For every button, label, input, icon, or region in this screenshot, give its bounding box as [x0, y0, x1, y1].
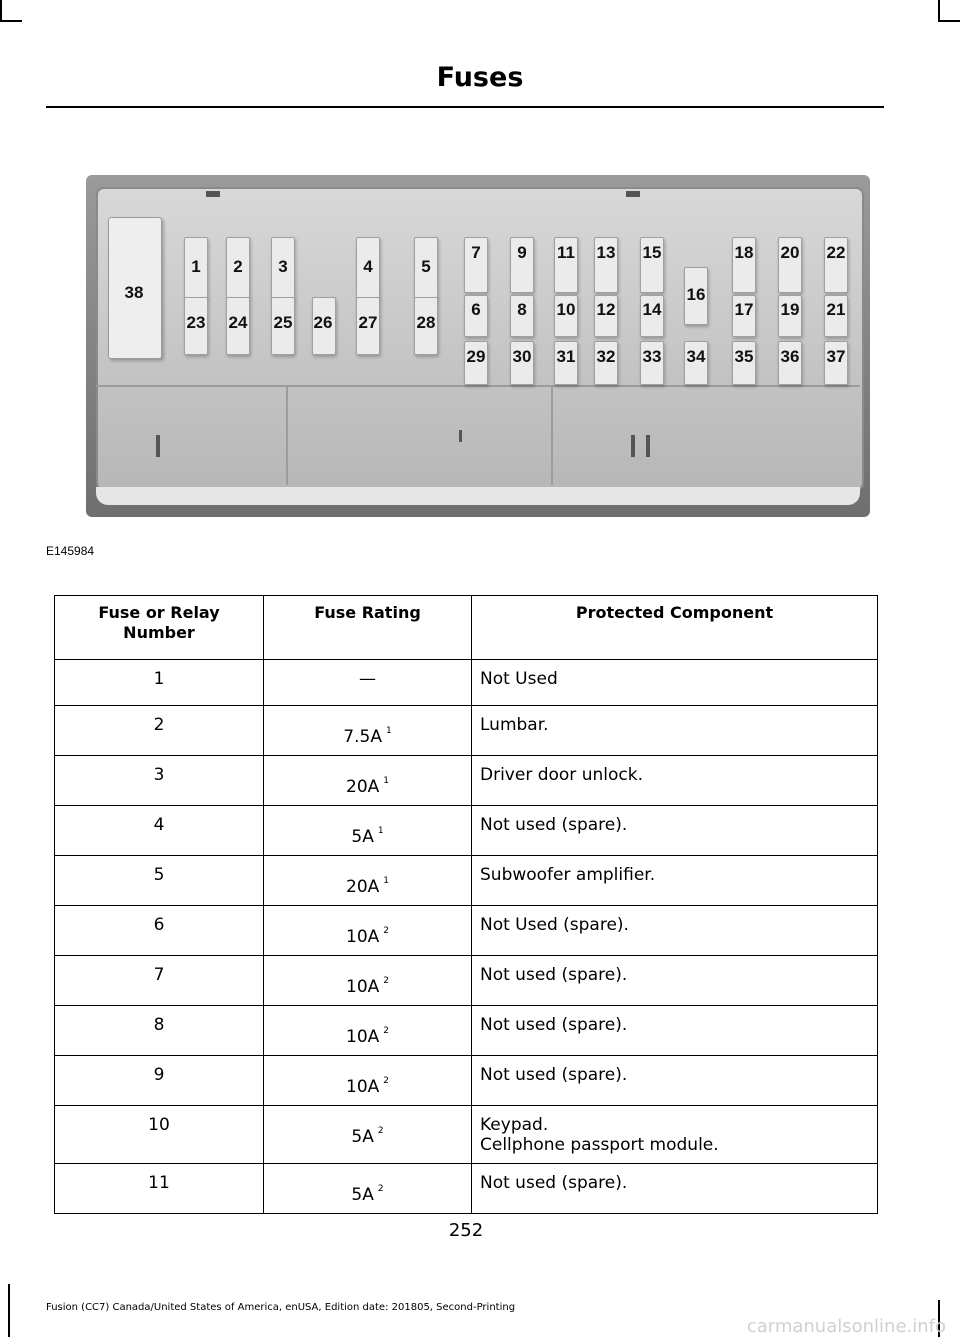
- protected-component-cell: [472, 856, 878, 906]
- fuse-rating-cell: [264, 906, 472, 956]
- table-row: [55, 1106, 878, 1164]
- fuse-number-cell: 9: [55, 1056, 264, 1106]
- crop-mark: [938, 20, 960, 22]
- fuse-label: 19: [780, 300, 800, 319]
- header-fuse-number: Fuse or Relay Number: [55, 596, 264, 660]
- fuse-rating-cell: [264, 1106, 472, 1164]
- fuse-label: 8: [517, 300, 527, 319]
- table-header-row: [55, 596, 878, 660]
- relay-label: 38: [124, 283, 144, 302]
- fuse-label: 27: [358, 313, 378, 332]
- fuse-label: 16: [686, 285, 706, 304]
- fuse-label: 13: [596, 243, 616, 262]
- fuse-rating: 5A: [351, 1127, 374, 1147]
- fuse-label: 11: [557, 243, 575, 262]
- panel-slot: [156, 435, 160, 457]
- page-number: 252: [448, 1220, 484, 1241]
- protected-component-cell: [472, 1006, 878, 1056]
- fuse-rating: 10A: [346, 927, 380, 947]
- protected-component-cell: [472, 756, 878, 806]
- protected-component-cell: [472, 956, 878, 1006]
- panel-slot: [631, 435, 635, 457]
- fuse-box-illustration: [86, 175, 870, 517]
- protected-component: Not used (spare).: [480, 1015, 628, 1035]
- fuse-label: 7: [471, 243, 481, 262]
- fuse-rating: 10A: [346, 1027, 380, 1047]
- fuse-rating: 20A: [346, 877, 380, 897]
- fuse-rating: 5A: [351, 827, 374, 847]
- protected-component: Not used (spare).: [480, 1173, 628, 1193]
- fuse-label: 30: [512, 347, 532, 366]
- fuse-rating: 20A: [346, 777, 380, 797]
- fuse-label: 36: [780, 347, 800, 366]
- fuse-label: 12: [596, 300, 616, 319]
- panel-slot: [206, 191, 220, 197]
- fuse-label: 5: [421, 257, 431, 276]
- fuse-label: 21: [826, 300, 846, 319]
- footnote-marker: 2: [383, 1026, 389, 1037]
- fuse-rating: 10A: [346, 977, 380, 997]
- fuse-number-cell: 8: [55, 1006, 264, 1056]
- footnote-marker: 2: [383, 976, 389, 987]
- panel-slot: [646, 435, 650, 457]
- fuse-label: 33: [642, 347, 662, 366]
- fuse-table-body: [55, 660, 878, 1214]
- table-row: [55, 806, 878, 856]
- crop-mark: [0, 20, 22, 22]
- fuse-label: 24: [228, 313, 248, 332]
- footnote-marker: 1: [383, 876, 389, 887]
- fuse-box-lip: [96, 487, 860, 505]
- figure-code: E145984: [46, 544, 95, 558]
- fuse-label: 3: [278, 257, 288, 276]
- fuse-number-cell: 2: [55, 706, 264, 756]
- panel-slot: [626, 191, 640, 197]
- footnote-marker: 2: [383, 1076, 389, 1087]
- fuse-rating-cell: [264, 756, 472, 806]
- protected-component: Subwoofer amplifier.: [480, 865, 656, 885]
- panel-divider: [551, 387, 553, 485]
- footnote-marker: 2: [377, 1184, 384, 1195]
- fuse-label: 32: [596, 347, 616, 366]
- title-rule: [46, 106, 884, 108]
- fuse-label: 14: [642, 300, 662, 319]
- fuse-number-cell: 3: [55, 756, 264, 806]
- fuse-rating: 10A: [346, 1077, 380, 1097]
- protected-component: Not used (spare).: [480, 815, 628, 835]
- fuse-rating-cell: [264, 706, 472, 756]
- fuse-rating-cell: [264, 956, 472, 1006]
- table-row: [55, 1006, 878, 1056]
- protected-component: Not used (spare).: [480, 1065, 628, 1085]
- footnote-marker: 1: [377, 826, 384, 837]
- fuse-label: 2: [233, 257, 243, 276]
- fuse-table: [54, 595, 878, 1214]
- protected-component: Not Used (spare).: [480, 915, 629, 935]
- fuse-rating: 7.5A: [343, 727, 382, 747]
- table-row: [55, 706, 878, 756]
- header-fuse-rating: Fuse Rating: [264, 596, 472, 660]
- fuse-label: 37: [826, 347, 846, 366]
- fuse-number-cell: 7: [55, 956, 264, 1006]
- table-row: [55, 906, 878, 956]
- fuse-label: 28: [416, 313, 436, 332]
- footnote-marker: 2: [383, 926, 389, 937]
- fuse-label: 1: [191, 257, 201, 276]
- table-row: [55, 856, 878, 906]
- fuse-label: 17: [734, 300, 754, 319]
- fuse-label: 26: [313, 313, 333, 332]
- table-row: [55, 956, 878, 1006]
- fuse-number-cell: 10: [55, 1106, 264, 1164]
- table-row: [55, 1164, 878, 1214]
- fuse-number-cell: 1: [55, 660, 264, 706]
- watermark: carmanualsonline.info: [746, 1316, 946, 1337]
- fuse-label: 6: [471, 300, 481, 319]
- fuse-rating: 5A: [351, 1185, 374, 1205]
- panel-divider: [286, 387, 288, 485]
- table-row: [55, 1056, 878, 1106]
- footnote-marker: 1: [383, 776, 389, 787]
- page-title: Fuses: [436, 62, 524, 93]
- fuse-rating-cell: [264, 806, 472, 856]
- protected-component: Lumbar.: [480, 715, 549, 735]
- header-protected-component: Protected Component: [472, 596, 878, 660]
- fuse-number-cell: 11: [55, 1164, 264, 1214]
- protected-component-cell: [472, 660, 878, 706]
- footnote-marker: 1: [385, 726, 392, 737]
- protected-component-cell: [472, 1164, 878, 1214]
- protected-component: Not used (spare).: [480, 965, 628, 985]
- fuse-number-cell: 6: [55, 906, 264, 956]
- fuse-rating-cell: [264, 1006, 472, 1056]
- fuse-rating-cell: [264, 1056, 472, 1106]
- fuse-rating-cell: [264, 856, 472, 906]
- footer-edition: Fusion (CC7) Canada/United States of America, enUSA, Edition date: 201805, Second-Printing: [46, 1302, 516, 1313]
- protected-component: Not Used: [480, 669, 558, 689]
- fuse-label: 18: [734, 243, 754, 262]
- protected-component: Driver door unlock.: [480, 765, 643, 785]
- protected-component: Cellphone passport module.: [480, 1135, 719, 1155]
- footnote-marker: 2: [377, 1126, 384, 1137]
- fuse-label: 4: [363, 257, 373, 276]
- fuse-number-cell: 4: [55, 806, 264, 856]
- fuse-label: 29: [466, 347, 486, 366]
- fuse-label: 15: [642, 243, 662, 262]
- panel-divider: [96, 385, 860, 387]
- fuse-rating-cell: [264, 1164, 472, 1214]
- crop-mark: [8, 1284, 10, 1337]
- table-row: [55, 756, 878, 806]
- fuse-label: 31: [556, 347, 576, 366]
- protected-component-cell: [472, 1106, 878, 1164]
- fuse-label: 22: [826, 243, 846, 262]
- protected-component-cell: [472, 706, 878, 756]
- fuse-label: 10: [556, 300, 576, 319]
- protected-component-cell: [472, 806, 878, 856]
- fuse-label: 35: [734, 347, 754, 366]
- crop-mark: [0, 0, 2, 22]
- fuse-label: 23: [186, 313, 206, 332]
- fuse-label: 9: [517, 243, 527, 262]
- table-row: [55, 660, 878, 706]
- fuse-rating: —: [359, 669, 376, 689]
- protected-component-cell: [472, 906, 878, 956]
- crop-mark: [938, 0, 940, 22]
- protected-component-cell: [472, 1056, 878, 1106]
- protected-component: Keypad.: [480, 1115, 549, 1135]
- fuse-label: 20: [780, 243, 800, 262]
- panel-slot: [459, 430, 462, 442]
- fuse-rating-cell: [264, 660, 472, 706]
- fuse-label: 25: [273, 313, 293, 332]
- fuse-number-cell: 5: [55, 856, 264, 906]
- fuse-box-panel: [96, 187, 864, 491]
- fuse-label: 34: [686, 347, 706, 366]
